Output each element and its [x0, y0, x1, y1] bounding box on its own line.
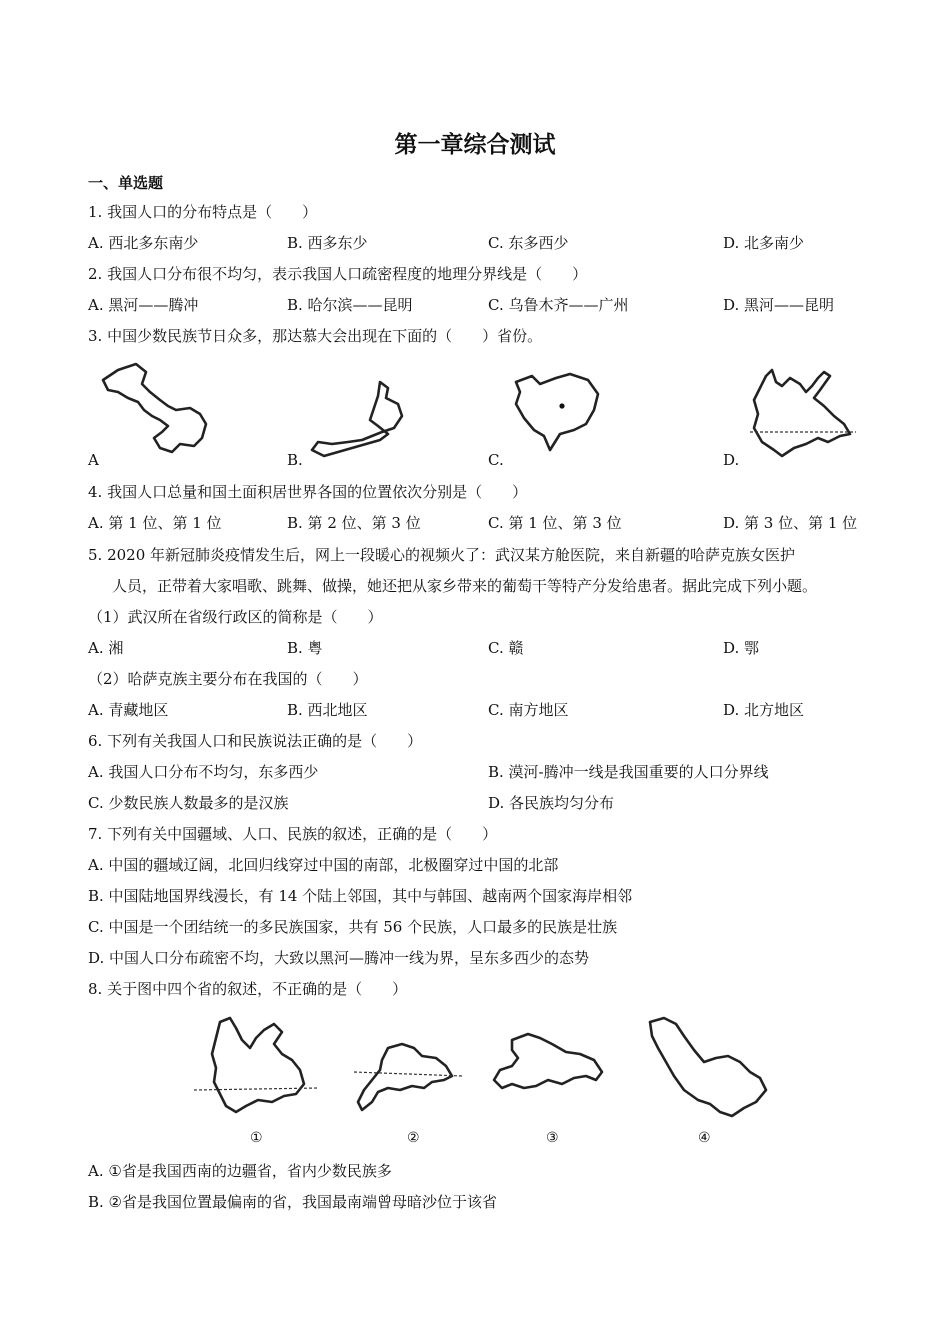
q4-option-d[interactable]: D. 第 3 位、第 1 位	[723, 514, 858, 532]
q7-option-d[interactable]: D. 中国人口分布疏密不均，大致以黑河—腾冲一线为界，呈东多西少的态势	[88, 949, 590, 967]
province-map-d	[748, 368, 858, 463]
section-heading: 一、单选题	[88, 174, 164, 192]
q1-option-d[interactable]: D. 北多南少	[723, 234, 805, 252]
q3-label-d[interactable]: D.	[723, 451, 740, 469]
q6-option-a[interactable]: A. 我国人口分布不均匀，东多西少	[88, 763, 319, 781]
q5-2-option-d[interactable]: D. 北方地区	[723, 701, 805, 719]
province-map-a	[98, 362, 218, 457]
q6-option-d[interactable]: D. 各民族均匀分布	[488, 794, 615, 812]
q5-2-option-a[interactable]: A. 青藏地区	[88, 701, 169, 719]
q4-option-a[interactable]: A. 第 1 位、第 1 位	[88, 514, 222, 532]
province-map-b	[308, 378, 408, 463]
q1-option-b[interactable]: B. 西多东少	[287, 234, 368, 252]
page-title: 第一章综合测试	[394, 132, 556, 158]
q5-1-option-a[interactable]: A. 湘	[88, 639, 124, 657]
q8-label-3: ③	[546, 1130, 559, 1146]
q2-option-b[interactable]: B. 哈尔滨——昆明	[287, 296, 413, 314]
question-5-sub1-stem: （1）武汉所在省级行政区的简称是（ ）	[88, 608, 383, 626]
q4-option-b[interactable]: B. 第 2 位、第 3 位	[287, 514, 421, 532]
q8-label-4: ④	[698, 1130, 711, 1146]
q5-2-option-b[interactable]: B. 西北地区	[287, 701, 368, 719]
question-4-stem: 4. 我国人口总量和国土面积居世界各国的位置依次分别是（ ）	[88, 483, 528, 501]
q5-1-option-d[interactable]: D. 鄂	[723, 639, 760, 657]
q8-label-1: ①	[250, 1130, 263, 1146]
question-8-stem: 8. 关于图中四个省的叙述，不正确的是（ ）	[88, 980, 408, 998]
province-map-3	[490, 1028, 610, 1113]
q2-option-a[interactable]: A. 黑河——腾冲	[88, 296, 199, 314]
q8-label-2: ②	[407, 1130, 420, 1146]
province-map-1	[192, 1014, 320, 1124]
q3-label-b[interactable]: B.	[287, 451, 303, 469]
q5-1-option-b[interactable]: B. 粤	[287, 639, 323, 657]
q8-option-a[interactable]: A. ①省是我国西南的边疆省，省内少数民族多	[88, 1162, 392, 1180]
q7-option-a[interactable]: A. 中国的疆域辽阔，北回归线穿过中国的南部，北极圈穿过中国的北部	[88, 856, 559, 874]
q5-2-option-c[interactable]: C. 南方地区	[488, 701, 569, 719]
question-6-stem: 6. 下列有关我国人口和民族说法正确的是（ ）	[88, 732, 423, 750]
q8-option-b[interactable]: B. ②省是我国位置最偏南的省，我国最南端曾母暗沙位于该省	[88, 1193, 498, 1211]
q3-label-c[interactable]: C.	[488, 451, 504, 469]
q1-option-c[interactable]: C. 东多西少	[488, 234, 569, 252]
q3-label-a[interactable]: A	[88, 451, 99, 469]
q6-option-c[interactable]: C. 少数民族人数最多的是汉族	[88, 794, 289, 812]
q5-1-option-c[interactable]: C. 赣	[488, 639, 524, 657]
province-map-c	[510, 372, 605, 457]
question-2-stem: 2. 我国人口分布很不均匀，表示我国人口疏密程度的地理分界线是（ ）	[88, 265, 588, 283]
province-map-4	[646, 1016, 772, 1126]
question-5-stem-line1: 5. 2020 年新冠肺炎疫情发生后，网上一段暖心的视频火了：武汉某方舱医院，来自新疆的哈萨克族女医护	[88, 546, 796, 564]
q1-option-a[interactable]: A. 西北多东南少	[88, 234, 199, 252]
q7-option-c[interactable]: C. 中国是一个团结统一的多民族国家，共有 56 个民族，人口最多的民族是壮族	[88, 918, 618, 936]
question-5-sub2-stem: （2）哈萨克族主要分布在我国的（ ）	[88, 670, 368, 688]
q2-option-c[interactable]: C. 乌鲁木齐——广州	[488, 296, 629, 314]
question-7-stem: 7. 下列有关中国疆域、人口、民族的叙述，正确的是（ ）	[88, 825, 498, 843]
question-3-stem: 3. 中国少数民族节日众多，那达慕大会出现在下面的（ ）省份。	[88, 327, 543, 345]
question-5-stem-line2: 人员，正带着大家唱歌、跳舞、做操，她还把从家乡带来的葡萄干等特产分发给患者。据此完成下列小题。	[112, 577, 818, 595]
q6-option-b[interactable]: B. 漠河-腾冲一线是我国重要的人口分界线	[488, 763, 769, 781]
q2-option-d[interactable]: D. 黑河——昆明	[723, 296, 835, 314]
q4-option-c[interactable]: C. 第 1 位、第 3 位	[488, 514, 622, 532]
province-map-2	[352, 1040, 464, 1120]
question-1-stem: 1. 我国人口的分布特点是（ ）	[88, 203, 318, 221]
q7-option-b[interactable]: B. 中国陆地国界线漫长，有 14 个陆上邻国，其中与韩国、越南两个国家海岸相邻	[88, 887, 633, 905]
